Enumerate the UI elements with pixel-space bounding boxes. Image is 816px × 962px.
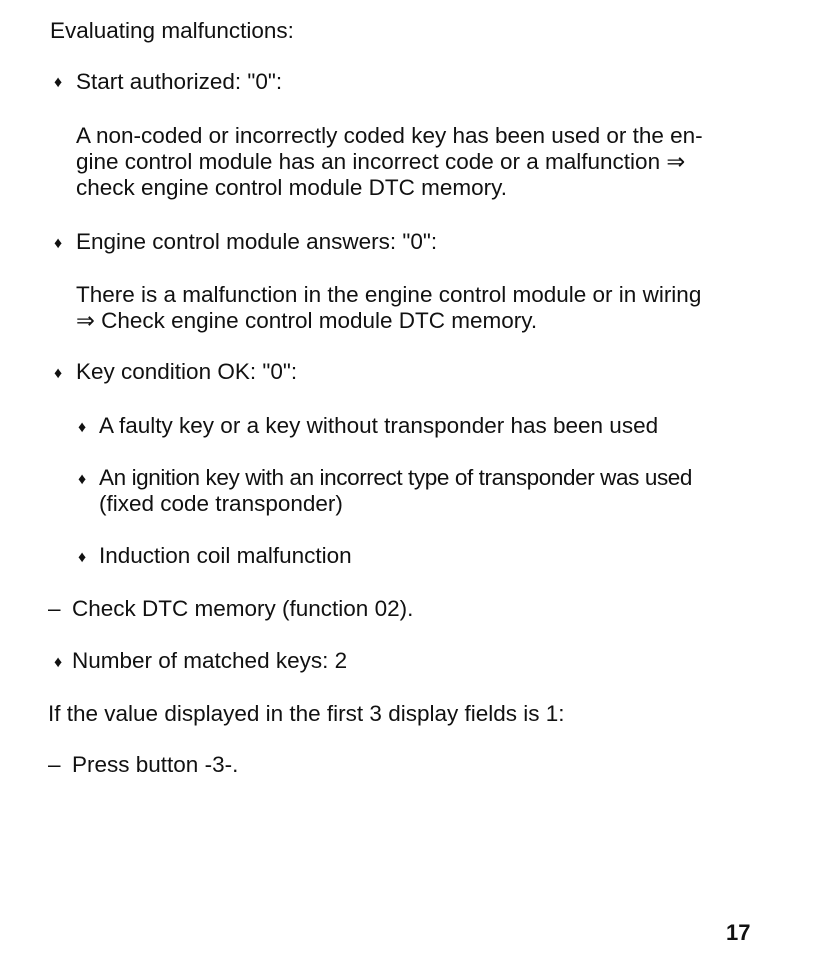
item-start-authorized-desc-line-3: check engine control module DTC memory.: [76, 175, 508, 200]
item-start-authorized-desc-line-1: A non-coded or incorrectly coded key has been used or the en-: [76, 123, 703, 148]
sub-item-incorrect-transponder-line-1: An ignition key with an incorrect type of transponder was used: [99, 465, 693, 490]
page-number: 17: [726, 920, 751, 945]
sub-item-induction-coil: Induction coil malfunction: [99, 543, 352, 568]
item-engine-answers-label: Engine control module answers: "0":: [76, 229, 438, 254]
item-start-authorized-label: Start authorized: "0":: [76, 69, 283, 94]
item-start-authorized-desc-line-2: gine control module has an incorrect code or a malfunction ⇒: [76, 149, 686, 174]
item-engine-answers-desc-line-1: There is a malfunction in the engine control module or in wiring: [76, 282, 702, 307]
item-engine-answers-desc-line-2: ⇒ Check engine control module DTC memory.: [76, 308, 538, 333]
section-heading: Evaluating malfunctions:: [50, 18, 294, 43]
item-matched-keys: Number of matched keys: 2: [72, 648, 348, 673]
bullet-icon: ♦: [78, 549, 87, 566]
bullet-icon: ♦: [54, 235, 63, 252]
step-check-dtc: Check DTC memory (function 02).: [72, 596, 414, 621]
bullet-icon: ♦: [54, 365, 63, 382]
bullet-icon: ♦: [78, 419, 87, 436]
display-note: If the value displayed in the first 3 display fields is 1:: [48, 701, 565, 726]
dash-icon: –: [48, 596, 61, 621]
bullet-icon: ♦: [54, 654, 63, 671]
bullet-icon: ♦: [78, 471, 87, 488]
item-key-condition-label: Key condition OK: "0":: [76, 359, 298, 384]
bullet-icon: ♦: [54, 74, 63, 91]
sub-item-incorrect-transponder-line-2: (fixed code transponder): [99, 491, 343, 516]
sub-item-faulty-key: A faulty key or a key without transponder has been used: [99, 413, 659, 438]
dash-icon: –: [48, 752, 61, 777]
step-press-button: Press button -3-.: [72, 752, 239, 777]
